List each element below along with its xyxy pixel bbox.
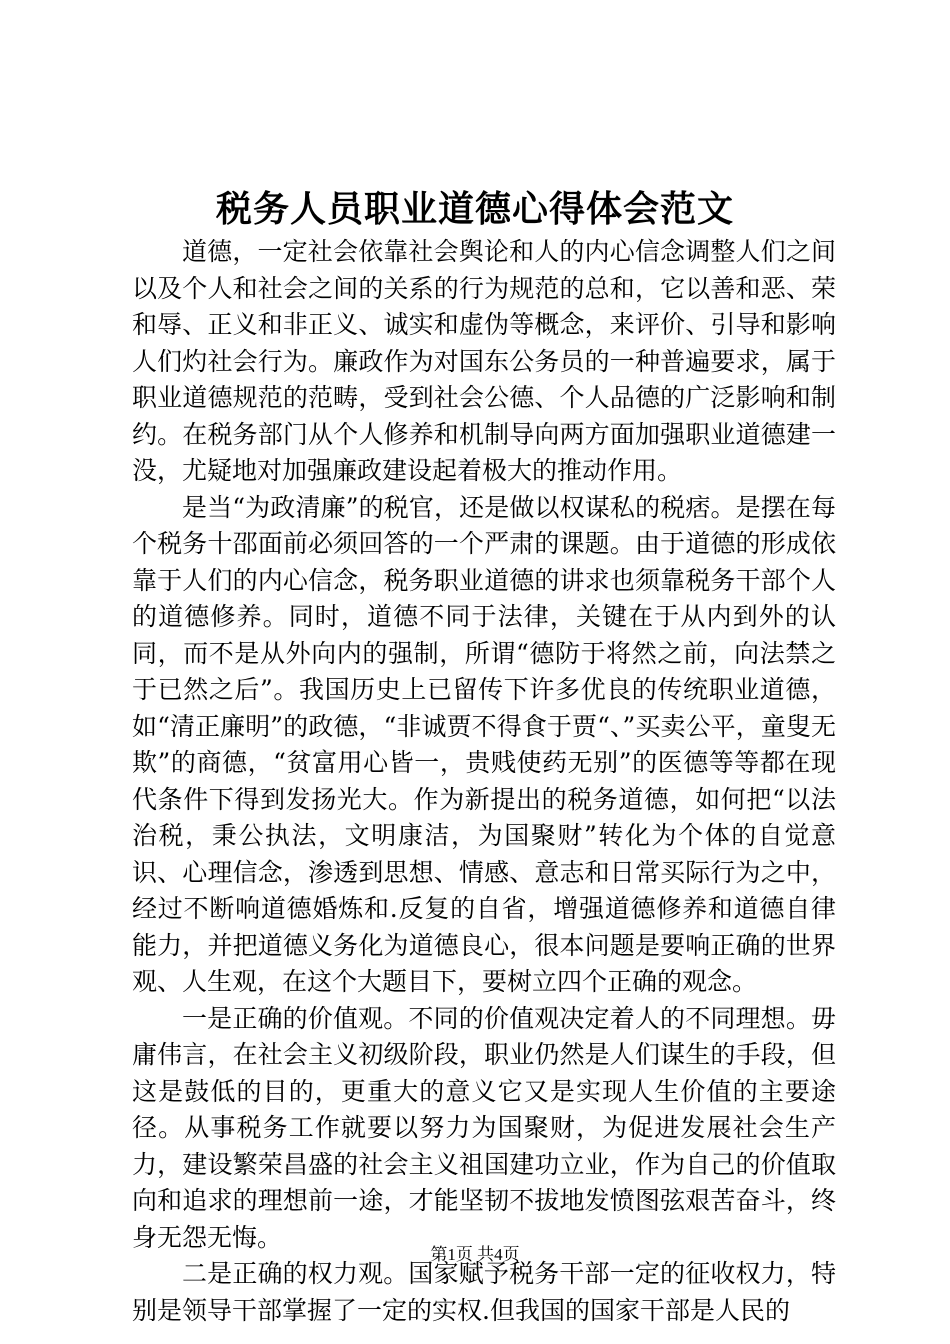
page-number-footer: 第1页 共4页 [430,1245,520,1264]
document-title: 税务人员职业道德心得体会范文 [215,188,734,230]
paragraph-2: 是当“为政清廉”的税官，还是做以权谋私的税痞。是摆在每个税务十邵面前必须回答的一个严肃的课题。由于道德的形成依靠于人们的内心信念，税务职业道德的讲求也须靠税务干部个人的道德修养。同时，道德不同于法律，关键在于从内到外的认同，而不是从外向内的强制，所谓“德防于将然之前，向法禁之于已然之后”。我国历史上已留传下许多优良的传统职业道德，如“清正廉明”的政德，“非诚贾不得食于贾“、”买卖公平，童叟无欺”的商德，“贫富用心皆一，贵贱使药无别”的医德等等都在现代条件下得到发扬光大。作为新提出的税务道德，如何把“以法治税，秉公执法，文明康洁，为国聚财”转化为个体的自觉意识、心理信念，渗透到思想、情感、意志和日常买际行为之中，经过不断响道德婚炼和.反复的自省，增强道德修养和道德自律能力，并把道德义务化为道德良心，很本问题是要响正确的世界观、人生观，在这个大题目下，要树立四个正确的观念。 [132,492,836,996]
paragraph-3: 一是正确的价值观。不同的价值观决定着人的不同理想。毋庸伟言，在社会主义初级阶段，职业仍然是人们谋生的手段，但这是鼓低的目的，更重大的意义它又是实现人生价值的主要途径。从事税务工作就要以努力为国聚财，为促进发展社会生产力，建设繁荣昌盛的社会主义祖国建功立业，作为自己的价值取向和追求的理想前一途，才能坚韧不拔地发愤图弦艰苦奋斗，终身无怨无悔。 [132,1003,836,1252]
paragraph-1: 道德，一定社会依靠社会舆论和人的内心信念调整人们之间以及个人和社会之间的关系的行为规范的总和，它以善和恶、荣和辱、正义和非正义、诚实和虚伪等概念，来评价、引导和影响人们灼社会行为。廉政作为对国东公务员的一种普遍要求，属于职业道德规范的范畴，受到社会公德、个人品德的广泛影响和制约。在税务部门从个人修养和机制导向两方面加强职业道德建一没，尤疑地对加强廉政建设起着极大的推动作用。 [132,237,836,485]
document-body [132,234,836,1329]
paragraph-4: 二是正确的权力观。国家赋予税务干部一定的征收权力，特别是领导干部掌握了一定的实权.但我国的国家干部是人民的 [132,1259,836,1325]
